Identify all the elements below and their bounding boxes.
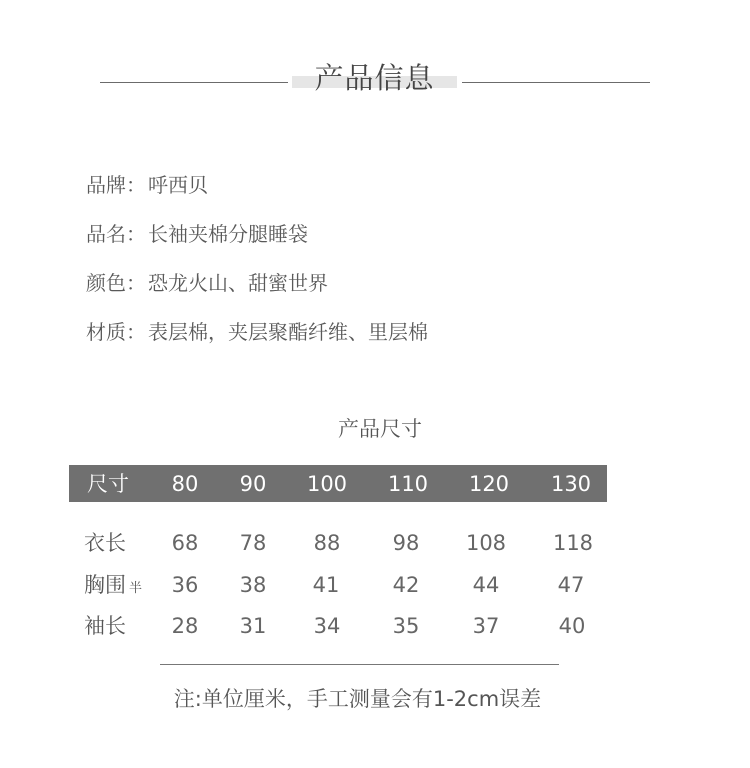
table-cell: 38	[239, 573, 267, 597]
info-value: 呼西贝	[148, 173, 208, 197]
info-separator: ：	[126, 271, 146, 295]
table-cell: 108	[465, 531, 507, 555]
info-product-name	[86, 220, 308, 248]
table-cell: 118	[552, 531, 594, 555]
header-divider-right	[462, 82, 650, 83]
size-section-title: 产品尺寸	[338, 417, 422, 441]
info-material	[86, 318, 428, 346]
info-separator: ：	[126, 222, 146, 246]
header-cell: 130	[550, 472, 592, 496]
table-cell: 41	[312, 573, 340, 597]
header-cell: 80	[171, 472, 199, 496]
table-cell: 28	[171, 614, 199, 638]
header-divider-left	[100, 82, 288, 83]
info-label: 品名	[86, 222, 126, 246]
size-table-header	[69, 465, 607, 502]
info-label: 颜色	[86, 271, 126, 295]
info-color	[86, 269, 328, 297]
row-label-chest	[84, 570, 142, 604]
row-label-sub: 半	[129, 581, 143, 596]
table-cell: 35	[392, 614, 420, 638]
info-value: 长袖夹棉分腿睡袋	[148, 222, 308, 246]
table-cell: 78	[239, 531, 267, 555]
table-cell: 88	[313, 531, 341, 555]
table-cell: 36	[171, 573, 199, 597]
table-cell: 47	[557, 573, 585, 597]
table-cell: 42	[392, 573, 420, 597]
info-value: 表层棉，夹层聚酯纤维、里层棉	[148, 320, 428, 344]
info-brand	[86, 171, 208, 199]
table-cell: 31	[239, 614, 267, 638]
measurement-note: 注:单位厘米，手工测量会有1-2cm误差	[173, 687, 542, 711]
table-cell: 44	[472, 573, 500, 597]
row-label-text: 衣长	[84, 531, 126, 555]
header-cell: 尺寸	[87, 472, 129, 496]
row-label-length	[84, 528, 126, 558]
info-separator: ：	[126, 320, 146, 344]
header-cell: 110	[387, 472, 429, 496]
table-cell: 34	[313, 614, 341, 638]
header-cell: 120	[468, 472, 510, 496]
header-cell: 100	[306, 472, 348, 496]
table-cell: 37	[472, 614, 500, 638]
header-cell: 90	[239, 472, 267, 496]
table-cell: 40	[558, 614, 586, 638]
row-label-text: 胸围	[84, 573, 126, 597]
info-separator: ：	[126, 173, 146, 197]
info-label: 品牌	[86, 173, 126, 197]
section-title: 产品信息	[314, 61, 435, 95]
note-divider	[160, 664, 559, 665]
info-value: 恐龙火山、甜蜜世界	[148, 271, 328, 295]
row-label-text: 袖长	[84, 614, 126, 638]
table-cell: 98	[392, 531, 420, 555]
row-label-sleeve	[84, 611, 126, 641]
table-cell: 68	[171, 531, 199, 555]
info-label: 材质	[86, 320, 126, 344]
